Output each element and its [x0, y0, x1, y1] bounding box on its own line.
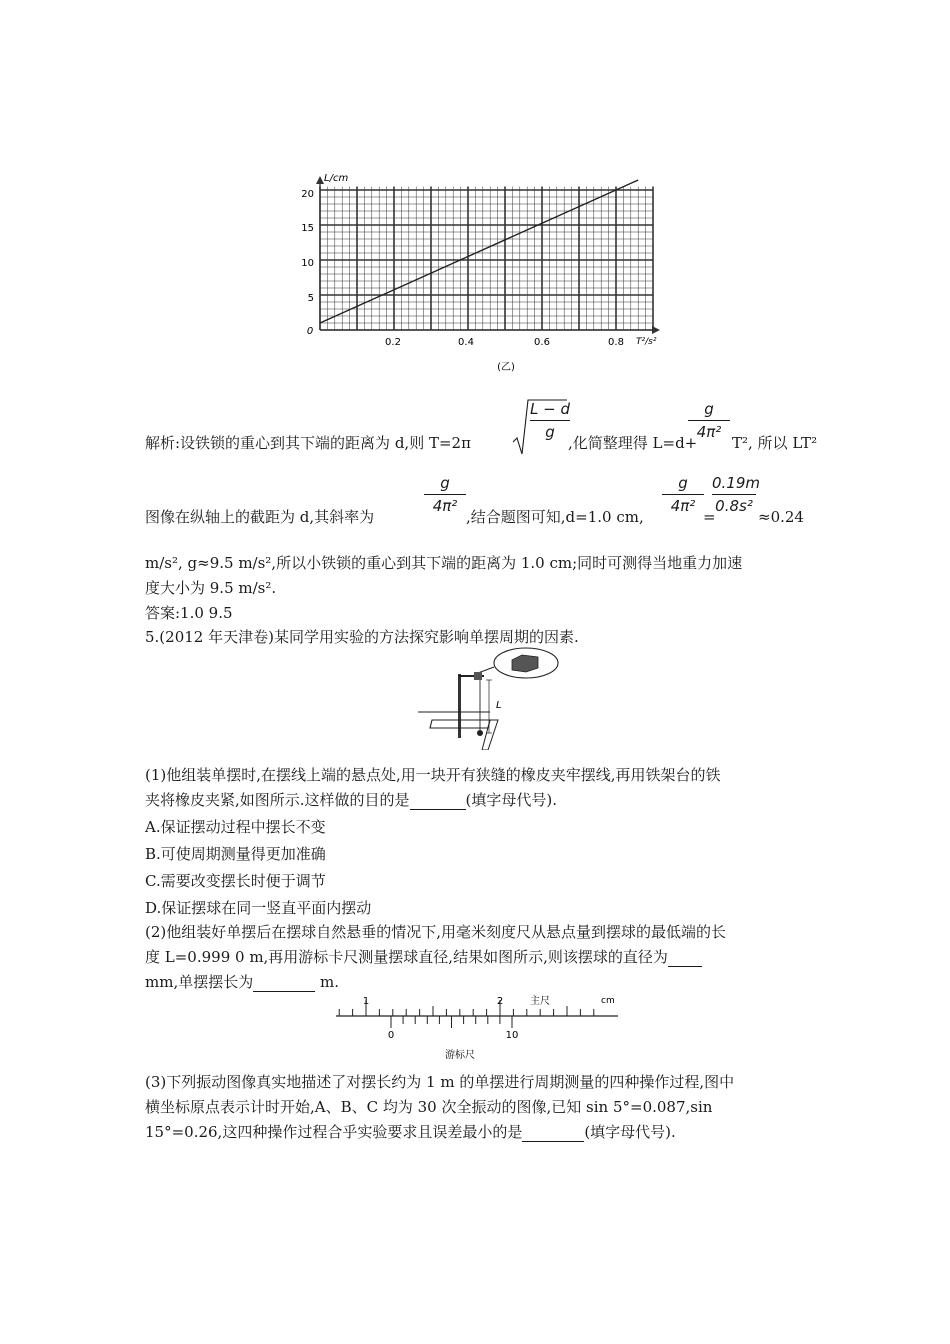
frac3-numerator: g: [678, 474, 688, 492]
fraction-g-over-4pi2-b: [424, 474, 466, 515]
q1-line1: (1)他组装单摆时,在摆线上端的悬点处,用一块开有狭缝的橡皮夹牢摆线,再用铁架台的铁: [145, 766, 721, 784]
q3-line3-post: (填字母代号).: [584, 1123, 676, 1141]
solution-line2-pre: 图像在纵轴上的截距为 d,其斜率为: [145, 508, 375, 526]
q1-answer-blank[interactable]: [410, 795, 466, 810]
table-leg: [482, 720, 498, 750]
q3-line3-pre: 15°=0.26,这四种操作过程合乎实验要求且误差最小的是: [145, 1123, 523, 1141]
sqrt-fraction: [530, 400, 570, 441]
fraction-g-over-4pi2-c: [662, 474, 704, 515]
solution-line1-post: T², 所以 LT²: [732, 434, 818, 452]
y-tick-5: 5: [307, 293, 314, 304]
q1-line2-pre: 夹将橡皮夹紧,如图所示.这样做的目的是: [145, 791, 410, 809]
x-axis-label: T²/s²: [636, 337, 657, 347]
q2-length-blank[interactable]: [253, 977, 315, 992]
option-b: B.可使周期测量得更加准确: [145, 845, 326, 863]
length-label: L: [496, 700, 502, 711]
main-tick-label-1: 1: [362, 996, 370, 1007]
q2-line2: [145, 947, 702, 967]
frac2-denominator: 4π²: [432, 497, 458, 515]
solution-line1-pre: 解析:设铁锁的重心到其下端的距离为 d,则 T=2π: [145, 434, 471, 452]
x-tick-0.2: 0.2: [385, 337, 401, 348]
frac4-denominator: 0.8s²: [715, 497, 753, 515]
q2-line3: [145, 972, 339, 992]
option-a: A.保证摆动过程中摆长不变: [145, 818, 326, 836]
rubber-clip-zoom: [512, 655, 538, 672]
vernier-scale-label: 游标尺: [445, 1050, 475, 1061]
pendulum-figure: [412, 646, 560, 750]
q2-line3-post: m.: [320, 973, 339, 991]
frac1-denominator: 4π²: [696, 423, 722, 441]
graph-caption: (乙): [497, 362, 515, 373]
y-tick-0: 0: [306, 326, 314, 337]
solution-line4: 度大小为 9.5 m/s².: [145, 579, 277, 597]
graph-grid: [320, 187, 653, 331]
equals-sign: =: [703, 508, 716, 526]
fit-line: [320, 180, 638, 323]
vernier-caliper: [330, 990, 630, 1066]
solution-line2-post: ≈0.24: [758, 508, 804, 526]
solution-line2-mid: ,结合题图可知,d=1.0 cm,: [466, 508, 644, 526]
y-axis-label: L/cm: [324, 173, 349, 184]
q3-answer-blank[interactable]: [522, 1127, 584, 1142]
sqrt-numerator: L − d: [530, 400, 570, 418]
fraction-019-over-08: [712, 474, 761, 515]
q2-line3-pre: mm,单摆摆长为: [145, 973, 254, 991]
vernier-label-10: 10: [505, 1030, 519, 1041]
x-axis-arrow: [652, 326, 660, 334]
question-title: 5.(2012 年天津卷)某同学用实验的方法探究影响单摆周期的因素.: [145, 628, 579, 646]
fraction-g-over-4pi2-a: [688, 400, 730, 441]
q2-diameter-blank[interactable]: [668, 952, 702, 967]
main-scale-ticks: [339, 1000, 594, 1016]
frac2-numerator: g: [440, 474, 450, 492]
q3-line3: [145, 1122, 676, 1142]
y-tick-15: 15: [301, 223, 314, 234]
solution-line3: m/s², g≈9.5 m/s²,所以小铁锁的重心到其下端的距离为 1.0 cm;同时可测得当地重力加速: [145, 554, 743, 572]
x-tick-0.4: 0.4: [458, 337, 474, 348]
q2-line1: (2)他组装好单摆后在摆球自然悬垂的情况下,用毫米刻度尺从悬点量到摆球的最低端的长: [145, 923, 727, 941]
main-scale-label: 主尺: [530, 996, 550, 1007]
frac1-numerator: g: [704, 400, 714, 418]
q3-line1: (3)下列振动图像真实地描述了对摆长约为 1 m 的单摆进行周期测量的四种操作过程,图中: [145, 1073, 735, 1091]
x-tick-0.6: 0.6: [534, 337, 550, 348]
answer: 答案:1.0 9.5: [145, 604, 233, 622]
y-tick-20: 20: [301, 189, 314, 200]
option-c: C.需要改变摆长时便于调节: [145, 872, 326, 890]
q1-line2: [145, 790, 557, 810]
q2-line2-pre: 度 L=0.999 0 m,再用游标卡尺测量摆球直径,结果如图所示,则该摆球的直径为: [145, 948, 668, 966]
vernier-label-0: 0: [387, 1030, 395, 1041]
solution-line1-mid: ,化简整理得 L=d+: [568, 434, 698, 452]
option-d: D.保证摆球在同一竖直平面内摆动: [145, 899, 372, 917]
q3-line2: 横坐标原点表示计时开始,A、B、C 均为 30 次全振动的图像,已知 sin 5°=0.087,sin: [145, 1098, 713, 1116]
vernier-scale-ticks: [391, 1016, 512, 1028]
frac4-numerator: 0.19m: [712, 474, 761, 492]
sqrt-denominator: g: [545, 423, 555, 441]
y-tick-10: 10: [301, 258, 314, 269]
clamp: [474, 672, 482, 680]
q1-line2-post: (填字母代号).: [465, 791, 558, 809]
frac3-denominator: 4π²: [670, 497, 696, 515]
unit-label: cm: [601, 996, 615, 1006]
y-axis-arrow: [316, 176, 324, 184]
main-tick-label-2: 2: [496, 996, 504, 1007]
l-t2-graph: [300, 170, 670, 380]
x-tick-0.8: 0.8: [608, 337, 624, 348]
pendulum-bob: [477, 730, 483, 736]
